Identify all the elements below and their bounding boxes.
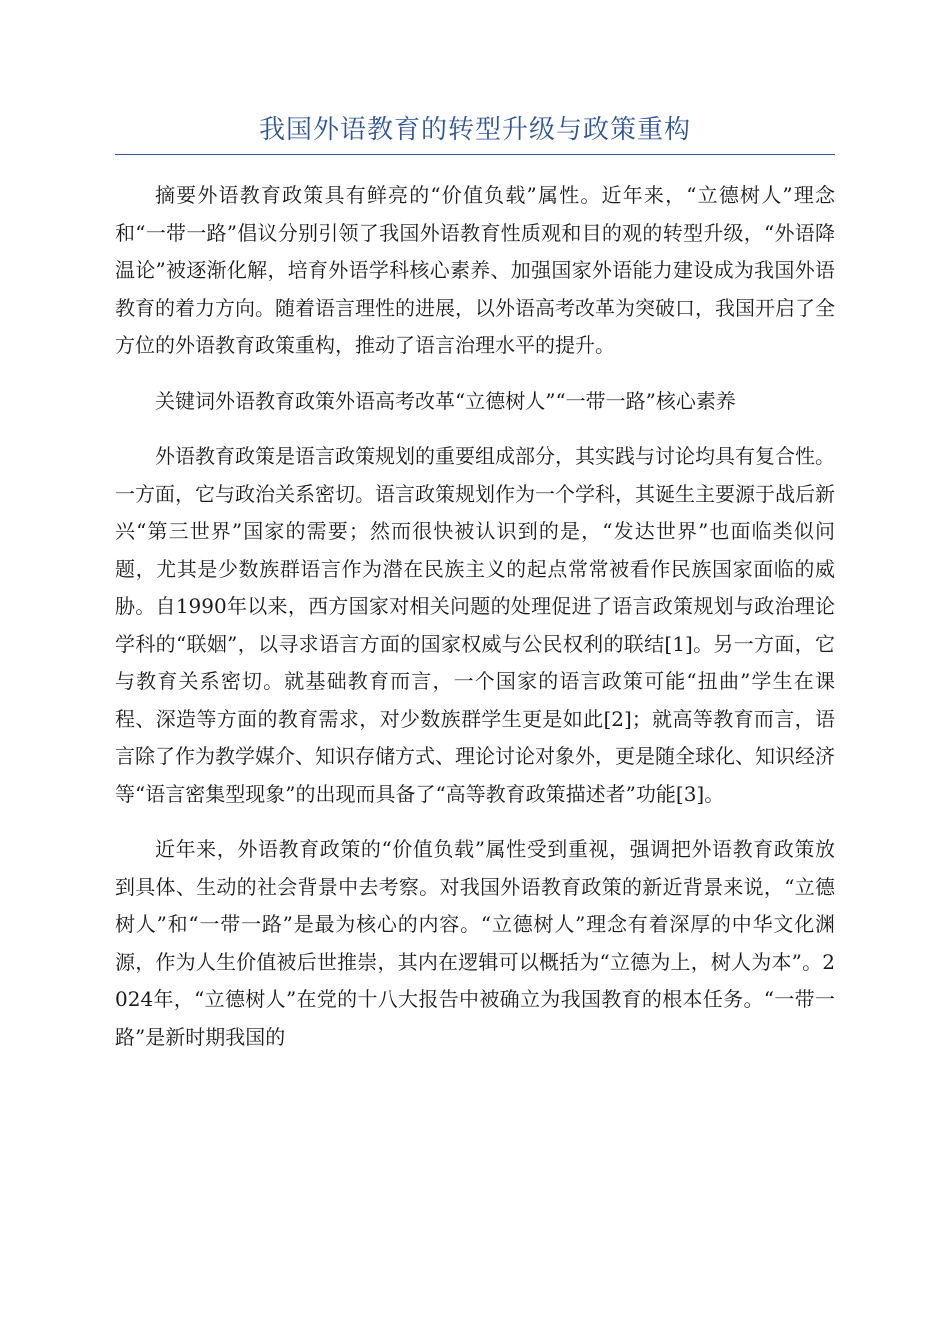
- body-paragraph: 外语教育政策是语言政策规划的重要组成部分，其实践与讨论均具有复合性。一方面，它与政治关系密切。语言政策规划作为一个学科，其诞生主要源于战后新兴“第三世界”国家的需要；然而很快被认识到的是，“发达世界”也面临类似问题，尤其是少数族群语言作为潜在民族主义的起点常常被看作民族国家面临的威胁。自1990年以来，西方国家对相关问题的处理促进了语言政策规划与政治理论学科的“联姻”，以寻求语言方面的国家权威与公民权利的联结[1]。另一方面，它与教育关系密切。就基础教育而言，一个国家的语言政策可能“扭曲”学生在课程、深造等方面的教育需求，对少数族群学生更是如此[2]；就高等教育而言，语言除了作为教学媒介、知识存储方式、理论讨论对象外，更是随全球化、知识经济等“语言密集型现象”的出现而具备了“高等教育政策描述者”功能[3]。: [115, 444, 835, 806]
- body-paragraph: 近年来，外语教育政策的“价值负载”属性受到重视，强调把外语教育政策放到具体、生动的社会背景中去考察。对我国外语教育政策的新近背景来说，“立德树人”和“一带一路”是最为核心的内容。“立德树人”理念有着深厚的中华文化渊源，作为人生价值被后世推崇，其内在逻辑可以概括为“立德为上，树人为本”。2024年，“立德树人”在党的十八大报告中被确立为我国教育的根本任务。“一带一路”是新时期我国的: [115, 837, 835, 1049]
- document-title: 我国外语教育的转型升级与政策重构: [258, 115, 691, 145]
- title-block: [115, 112, 835, 155]
- abstract-paragraph: 摘要外语教育政策具有鲜亮的“价值负载”属性。近年来，“立德树人”理念和“一带一路”倡议分别引领了我国外语教育性质观和目的观的转型升级，“外语降温论”被逐渐化解，培育外语学科核心素养、加强国家外语能力建设成为我国外语教育的着力方向。随着语言理性的进展，以外语高考改革为突破口，我国开启了全方位的外语教育政策重构，推动了语言治理水平的提升。: [115, 183, 835, 357]
- keywords-paragraph: 关键词外语教育政策外语高考改革“立德树人”“一带一路”核心素养: [155, 388, 736, 413]
- document-page: [115, 112, 835, 1074]
- document-body: [115, 177, 835, 1056]
